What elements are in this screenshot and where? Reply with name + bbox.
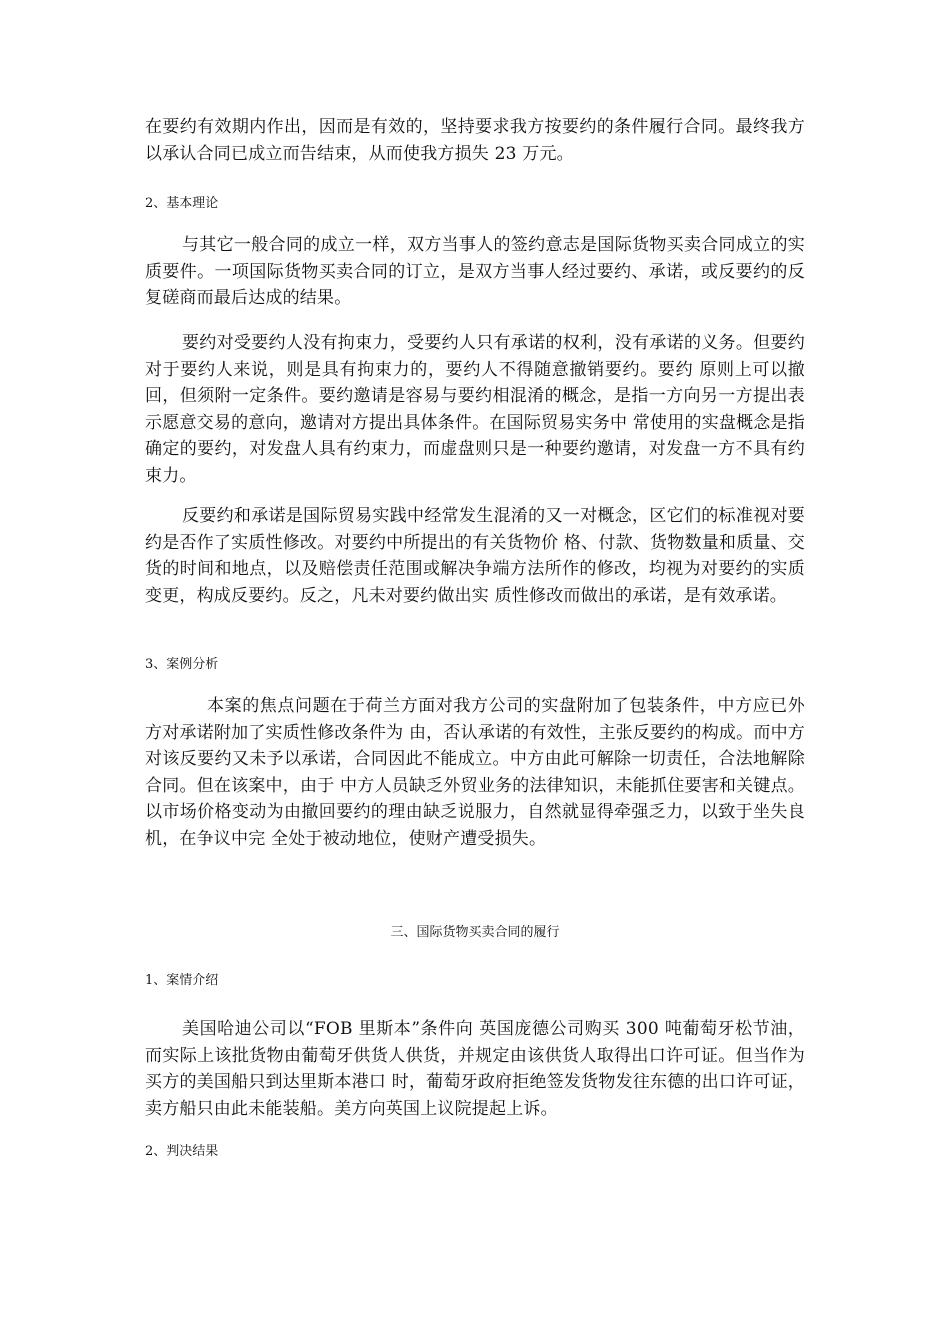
heading-case-introduction: 1、案情介绍: [145, 973, 219, 988]
paragraph-theory-1: 与其它一般合同的成立一样，双方当事人的签约意志是国际货物买卖合同成立的实质要件。一项国际货物买卖合同的订立，是双方当事人经过要约、承诺，或反要约的反复磋商而最后达成的结果。: [145, 235, 805, 308]
heading-case-analysis: 3、案例分析: [145, 657, 219, 672]
paragraph-conclusion: 在要约有效期内作出，因而是有效的，坚持要求我方按要约的条件履行合同。最终我方以承认合同已成立而告结束，从而使我方损失 23 万元。: [145, 117, 805, 164]
paragraph-theory-2: 要约对受要约人没有拘束力，受要约人只有承诺的权利，没有承诺的义务。但要约对于要约人来说，则是具有拘束力的，要约人不得随意撤销要约。要约 原则上可以撤回，但须附一定条件。要约邀请是容易与要约相混淆的概念，是指一方向另一方提出表示愿意交易的意向，邀请对方提出具体条件。在国际贸易实务中 常使用的实盘概念是指确定的要约，对发盘人具有约束力，而虚盘则只是一种要约邀请，对发盘一方不具有约束力。: [145, 333, 805, 486]
paragraph-case-introduction: 美国哈迪公司以“FOB 里斯本”条件向 英国庞德公司购买 300 吨葡萄牙松节油，而实际上该批货物由葡萄牙供货人供货，并规定由该供货人取得出口许可证。但当作为买方的美国船只到达里斯本港口 时，葡萄牙政府拒绝签发货物发往东德的出口许可证，卖方船只由此未能装船。美方向英国上议院提起上诉。: [145, 1019, 805, 1119]
heading-judgment-result: 2、判决结果: [145, 1144, 219, 1159]
section-title: 三、国际货物买卖合同的履行: [390, 925, 560, 940]
paragraph-theory-3: 反要约和承诺是国际贸易实践中经常发生混淆的又一对概念，区它们的标准视对要约是否作了实质性修改。对要约中所提出的有关货物价 格、付款、货物数量和质量、交货的时间和地点，以及赔偿责任范围或解决争端方法所作的修改，均视为对要约的实质变更，构成反要约。反之，凡未对要约做出实 质性修改而做出的承诺，是有效承诺。: [145, 506, 805, 606]
paragraph-case-analysis: 本案的焦点问题在于荷兰方面对我方公司的实盘附加了包装条件，中方应已外方对承诺附加了实质性修改条件为 由，否认承诺的有效性，主张反要约的构成。而中方对该反要约又未予以承诺，合同因此不能成立。中方由此可解除一切责任，合法地解除合同。但在该案中，由于 中方人员缺乏外贸业务的法律知识，未能抓住要害和关键点。以市场价格变动为由撤回要约的理由缺乏说服力，自然就显得牵强乏力，以致于坐失良机，在争议中完 全处于被动地位，使财产遭受损失。: [145, 696, 805, 849]
heading-basic-theory: 2、基本理论: [145, 196, 219, 211]
